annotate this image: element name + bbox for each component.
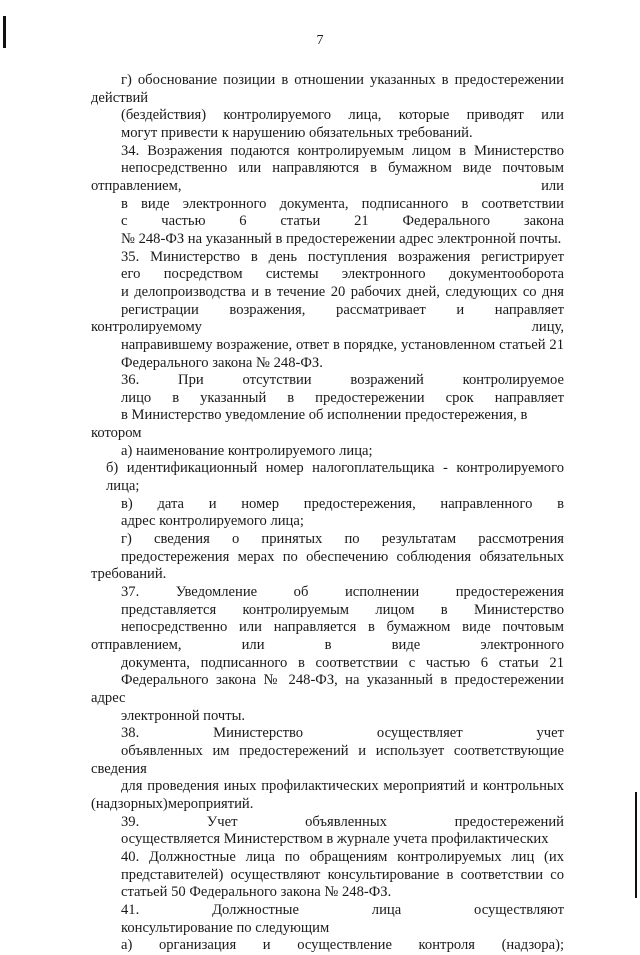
- list-item-warning-date-number: в) дата и номер предостережения, направленного в адрес контролируемого лица;: [121, 495, 564, 530]
- list-item-measures-taken: г) сведения о принятых по результатам рассмотрения предостережения мерах по обеспечению соблюдения обязательных требований.: [91, 531, 564, 583]
- page-number: 7: [316, 33, 324, 48]
- paragraph-objection-justification: г) обоснование позиции в отношении указанных в предостережении действий (бездействия) контролируемого лица, которые приводят или могут привести к нарушению обязательных требований.: [91, 72, 564, 141]
- paragraph-item-39: 39. Учет объявленных предостережений осуществляется Министерством в журнале учета профилактических: [121, 813, 564, 848]
- list-item-tax-id: б) идентификационный номер налогоплательщика - контролируемого лица;: [106, 460, 564, 495]
- paragraph-item-35: 35. Министерство в день поступления возражения регистрирует его посредством системы электронного документооборота и делопроизводства и в течение 20 рабочих дней, следующих со дня регистрации возражения, рассматривает и направляет контролируемому лицу, направившему возражение, ответ в порядке, установленном статьей 21 Федерального закона № 248-ФЗ.: [91, 248, 564, 371]
- paragraph-item-40: 40. Должностные лица по обращениям контролируемых лиц (их представителей) осуществляют консультирование в соответствии со статьей 50 Федерального закона № 248-ФЗ.: [121, 848, 564, 901]
- scan-edge-mark: [635, 792, 637, 898]
- paragraph-item-38: 38. Министерство осуществляет учет объявленных им предостережений и использует соответствующие сведения для проведения иных профилактических мероприятий и контрольных (надзорных)мероприятий.: [91, 725, 564, 812]
- list-item-control-organization: а) организация и осуществление контроля (надзора);: [121, 937, 564, 954]
- list-item-name: а) наименование контролируемого лица;: [121, 442, 373, 459]
- document-body: [91, 72, 564, 955]
- paragraph-item-41: 41. Должностные лица осуществляют консультирование по следующим: [121, 901, 564, 936]
- paragraph-item-36: 36. При отсутствии возражений контролируемое лицо в указанный в предостережении срок направляет в Министерство уведомление об исполнении предостережения, в котором: [91, 372, 564, 442]
- paragraph-item-37: 37. Уведомление об исполнении предостережения представляется контролируемым лицом в Министерство непосредственно или направляется в бумажном виде почтовым отправлением, или в виде электронного документа, подписанного в соответствии с частью 6 статьи 21 Федерального закона № 248-ФЗ, на указанный в предостережении адрес электронной почты.: [91, 584, 564, 724]
- paragraph-item-34: 34. Возражения подаются контролируемым лицом в Министерство непосредственно или направляются в бумажном виде почтовым отправлением, или в виде электронного документа, подписанного в соответствии с частью 6 статьи 21 Федерального закона № 248-ФЗ на указанный в предостережении адрес электронной почты.: [91, 142, 564, 247]
